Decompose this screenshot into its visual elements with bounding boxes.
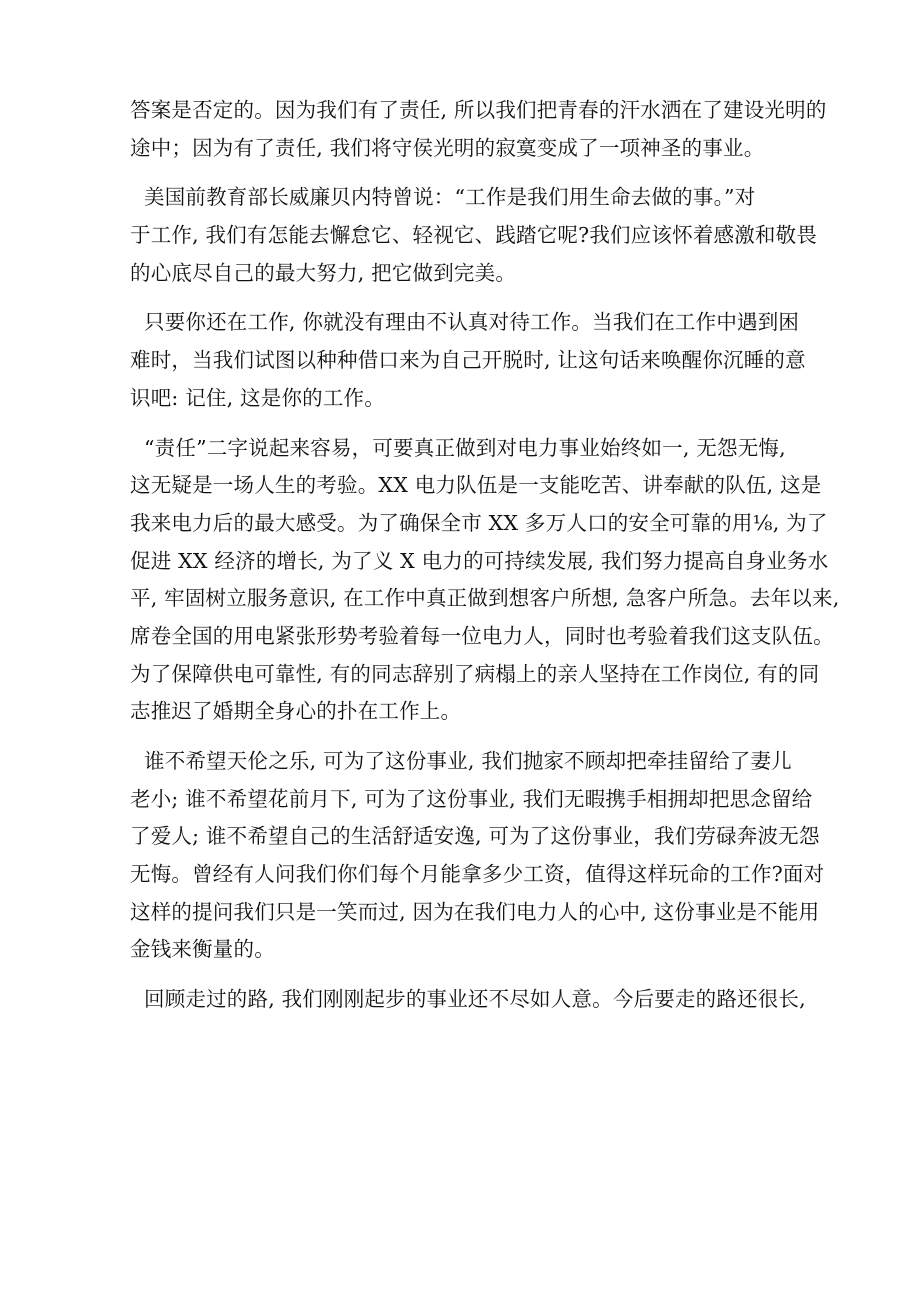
text-line: 老小; 谁不希望花前月下, 可为了这份事业, 我们无暇携手相拥却把思念留给 xyxy=(130,786,813,811)
paragraph-4 xyxy=(130,430,840,732)
text-line: 难时，当我们试图以种种借口来为自己开脱时, 让这句话来唤醒你沉睡的意 xyxy=(130,348,806,373)
paragraph-6 xyxy=(130,981,830,1019)
text-line: “责任”二字说起来容易，可要真正做到对电力事业始终如一, 无怨无悔, xyxy=(144,435,786,460)
paragraph-2 xyxy=(130,179,830,292)
text-line: 金钱来衡量的。 xyxy=(130,937,275,962)
text-line: 于工作, 我们有怎能去懈怠它、轻视它、践踏它呢?我们应该怀着感激和敬畏 xyxy=(130,223,818,248)
text-line: 美国前教育部长威廉贝内特曾说：“工作是我们用生命去做的事。”对 xyxy=(144,185,756,210)
text-line: 我来电力后的最大感受。为了确保全市 XX 多万人口的安全可靠的用⅛, 为了 xyxy=(130,510,828,535)
paragraph-5 xyxy=(130,743,830,969)
paragraph-1 xyxy=(130,92,830,167)
text-line: 为了保障供电可靠性, 有的同志辞别了病榻上的亲人坚持在工作岗位, 有的同 xyxy=(130,661,820,686)
text-line: 只要你还在工作, 你就没有理由不认真对待工作。当我们在工作中遇到困 xyxy=(144,310,800,335)
text-line: 识吧: 记住, 这是你的工作。 xyxy=(130,385,385,410)
text-line: 志推迟了婚期全身心的扑在工作上。 xyxy=(130,699,462,724)
text-line: 促进 XX 经济的增长, 为了义 X 电力的可持续发展, 我们努力提高自身业务水 xyxy=(130,548,829,573)
paragraph-3 xyxy=(130,304,830,417)
text-line: 无悔。曾经有人问我们你们每个月能拿多少工资，值得这样玩命的工作?面对 xyxy=(130,862,825,887)
text-line: 这无疑是一场人生的考验。XX 电力队伍是一支能吃苦、讲奉献的队伍, 这是 xyxy=(130,473,822,498)
text-line: 途中；因为有了责任, 我们将守侯光明的寂寞变成了一项神圣的事业。 xyxy=(130,135,765,160)
text-line: 了爱人; 谁不希望自己的生活舒适安逸, 可为了这份事业，我们劳碌奔波无怨 xyxy=(130,824,820,849)
text-line: 平, 牢固树立服务意识, 在工作中真正做到想客户所想, 急客户所急。去年以来, xyxy=(130,586,840,611)
text-line: 席卷全国的用电紧张形势考验着每一位电力人，同时也考验着我们这支队伍。 xyxy=(130,623,834,648)
text-line: 谁不希望天伦之乐, 可为了这份事业, 我们抛家不顾却把牵挂留给了妻儿 xyxy=(144,749,792,773)
text-line: 答案是否定的。因为我们有了责任, 所以我们把青春的汗水洒在了建设光明的 xyxy=(130,98,827,122)
document-body xyxy=(130,92,840,1019)
text-line: 的心底尽自己的最大努力, 把它做到完美。 xyxy=(130,260,517,285)
text-line: 回顾走过的路, 我们刚刚起步的事业还不尽如人意。今后要走的路还很长, xyxy=(144,987,806,1012)
text-line: 这样的提问我们只是一笑而过, 因为在我们电力人的心中, 这份事业是不能用 xyxy=(130,899,820,924)
